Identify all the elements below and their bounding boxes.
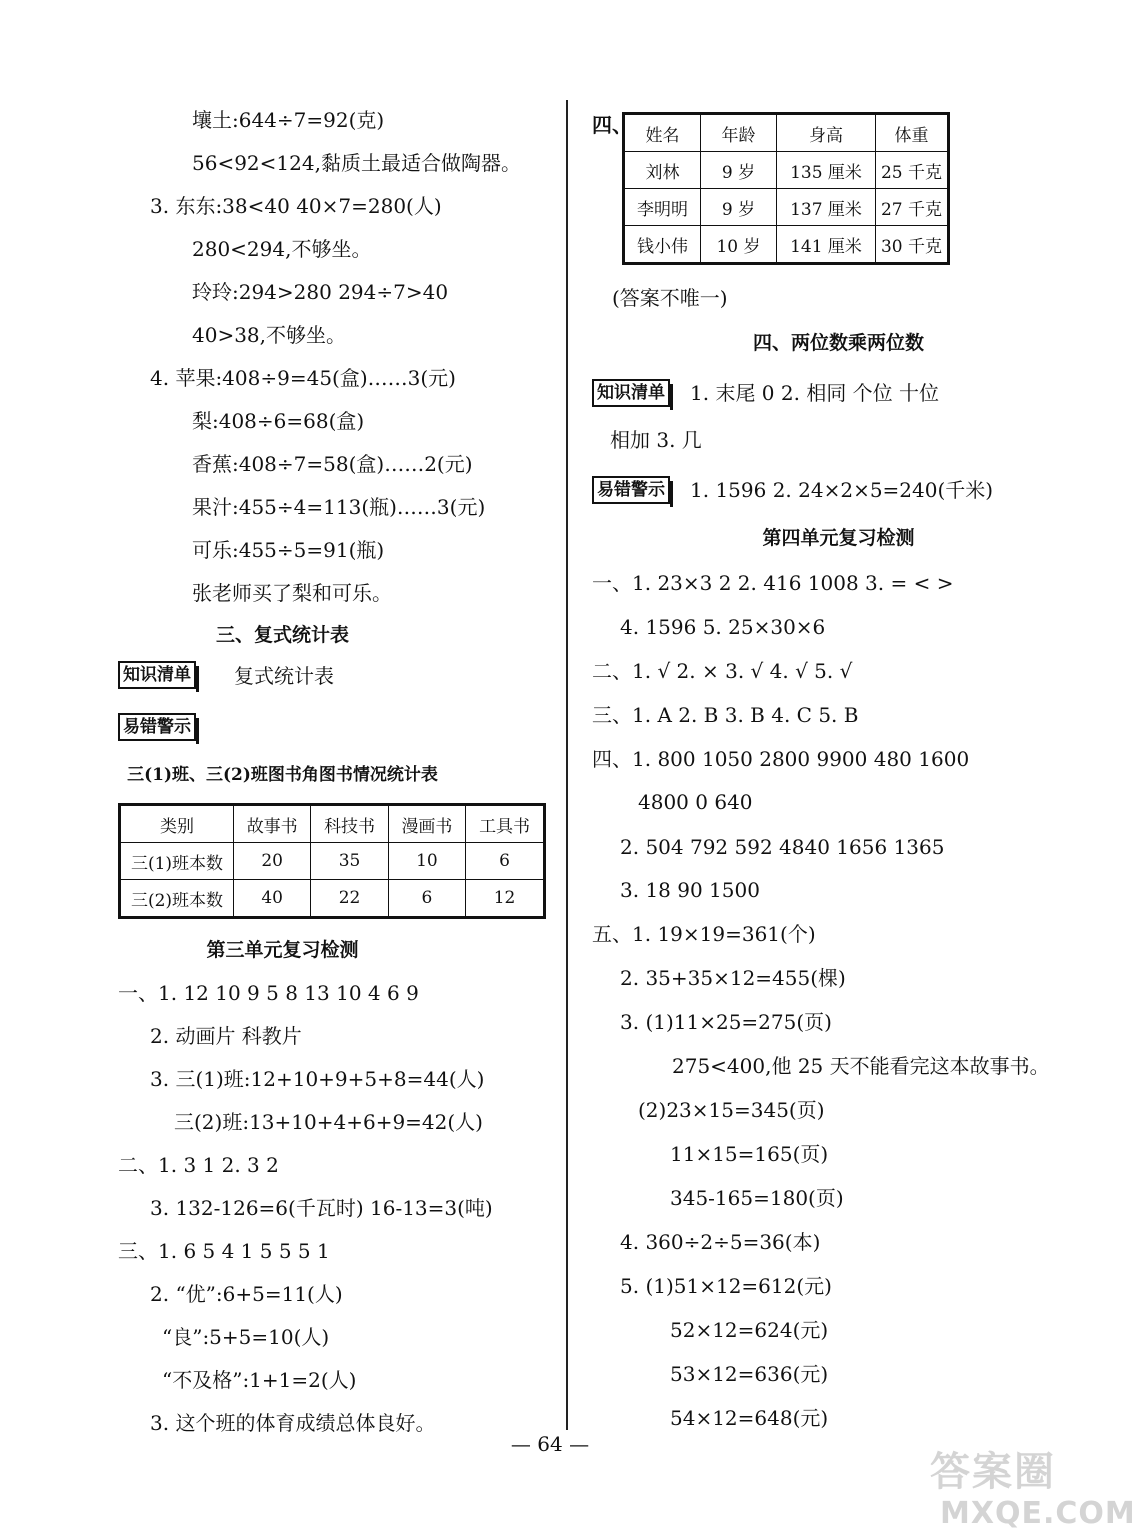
table-cell: 6 xyxy=(388,880,465,918)
table-header-cell: 年龄 xyxy=(701,114,777,152)
answer-line: 3. 18 90 1500 xyxy=(620,878,760,902)
answer-line: 280<294,不够坐。 xyxy=(192,237,372,261)
answer-line: 52×12=624(元) xyxy=(670,1318,829,1342)
answer-line: 三(2)班:13+10+4+6+9=42(人) xyxy=(174,1110,483,1134)
answer-line: 一、1. 12 10 9 5 8 13 10 4 6 9 xyxy=(118,981,419,1005)
answer-line: 4800 0 640 xyxy=(638,790,753,814)
answer-line: 2. 504 792 592 4840 1656 1365 xyxy=(620,835,945,859)
answer-line: 3. 三(1)班:12+10+9+5+8=44(人) xyxy=(150,1067,485,1091)
question-label: 四、 xyxy=(592,113,632,137)
table-cell: 135 厘米 xyxy=(777,152,876,189)
error-warning-tag: 易错警示 xyxy=(592,476,670,504)
section-title: 三、复式统计表 xyxy=(215,624,349,646)
table-row xyxy=(624,152,949,189)
answer-line: 五、1. 19×19=361(个) xyxy=(592,922,816,946)
answer-line: 3. 这个班的体育成绩总体良好。 xyxy=(150,1411,436,1435)
table-cell: 10 岁 xyxy=(701,226,777,264)
table-row xyxy=(624,189,949,226)
answer-line: 54×12=648(元) xyxy=(670,1406,829,1430)
table-header-cell: 类别 xyxy=(120,805,234,843)
knowledge-list-tag: 知识清单 xyxy=(118,661,196,689)
knowledge-text: 1. 末尾 0 2. 相同 个位 十位 xyxy=(690,381,940,405)
student-info-table xyxy=(622,112,950,265)
knowledge-text: 相加 3. 几 xyxy=(610,428,702,452)
table-cell: 22 xyxy=(311,880,388,918)
table-cell: 6 xyxy=(466,843,545,880)
table-cell: 30 千克 xyxy=(876,226,949,264)
watermark-text: 答案圈 xyxy=(930,1449,1056,1495)
error-warning-tag: 易错警示 xyxy=(118,713,196,741)
answer-line: 275<400,他 25 天不能看完这本故事书。 xyxy=(672,1054,1050,1078)
table-cell: 10 xyxy=(388,843,465,880)
table-row xyxy=(120,843,545,880)
answer-line: 2. “优”:6+5=11(人) xyxy=(150,1282,343,1306)
answer-line: 11×15=165(页) xyxy=(670,1142,829,1166)
table-cell: 35 xyxy=(311,843,388,880)
answer-line: 2. 动画片 科教片 xyxy=(150,1024,302,1048)
answer-line: “不及格”:1+1=2(人) xyxy=(162,1368,357,1392)
table-cell: 20 xyxy=(234,843,311,880)
table-cell: 李明明 xyxy=(624,189,701,226)
table-header-row xyxy=(624,114,949,152)
table-header-cell: 姓名 xyxy=(624,114,701,152)
answer-line: 壤土:644÷7=92(克) xyxy=(192,108,385,132)
table-cell: 137 厘米 xyxy=(777,189,876,226)
table-header-cell: 工具书 xyxy=(466,805,545,843)
page-number: — 64 — xyxy=(510,1432,590,1456)
watermark-url: MXQE.COM xyxy=(940,1496,1136,1531)
table-cell: 141 厘米 xyxy=(777,226,876,264)
answer-line: 二、1. √ 2. × 3. √ 4. √ 5. √ xyxy=(592,659,853,683)
error-text: 1. 1596 2. 24×2×5=240(千米) xyxy=(690,478,994,502)
table-cell: 9 岁 xyxy=(701,152,777,189)
watermark-logo xyxy=(930,1440,1136,1536)
table-header-row xyxy=(120,805,545,843)
answer-line: 345-165=180(页) xyxy=(670,1186,844,1210)
table-cell: 25 千克 xyxy=(876,152,949,189)
answer-line: 三、1. 6 5 4 1 5 5 5 1 xyxy=(118,1239,330,1263)
answer-line: 5. (1)51×12=612(元) xyxy=(620,1274,832,1298)
answer-line: 2. 35+35×12=455(棵) xyxy=(620,966,846,990)
table-cell: 9 岁 xyxy=(701,189,777,226)
column-divider xyxy=(566,100,568,1430)
table-cell: 40 xyxy=(234,880,311,918)
table-cell: 12 xyxy=(466,880,545,918)
answer-line: 玲玲:294>280 294÷7>40 xyxy=(192,280,449,304)
answer-line: 4. 360÷2÷5=36(本) xyxy=(620,1230,821,1254)
book-stats-table xyxy=(118,803,546,919)
answer-note: (答案不唯一) xyxy=(612,286,728,310)
answer-line: 张老师买了梨和可乐。 xyxy=(192,581,392,605)
table-cell: 27 千克 xyxy=(876,189,949,226)
answer-line: 可乐:455÷5=91(瓶) xyxy=(192,538,385,562)
answer-line: 4. 苹果:408÷9=45(盒)……3(元) xyxy=(150,366,456,390)
table-row xyxy=(624,226,949,264)
table-cell: 钱小伟 xyxy=(624,226,701,264)
answer-line: 果汁:455÷4=113(瓶)……3(元) xyxy=(192,495,486,519)
answer-line: 香蕉:408÷7=58(盒)……2(元) xyxy=(192,452,473,476)
answer-line: 4. 1596 5. 25×30×6 xyxy=(620,615,826,639)
answer-line: 四、1. 800 1050 2800 9900 480 1600 xyxy=(592,747,970,771)
table-cell: 三(1)班本数 xyxy=(120,843,234,880)
knowledge-list-tag: 知识清单 xyxy=(592,379,670,407)
answer-line: 40>38,不够坐。 xyxy=(192,323,347,347)
table-title: 三(1)班、三(2)班图书角图书情况统计表 xyxy=(127,765,438,785)
answer-line: 3. 东东:38<40 40×7=280(人) xyxy=(150,194,442,218)
answer-line: 梨:408÷6=68(盒) xyxy=(192,409,365,433)
answer-line: 一、1. 23×3 2 2. 416 1008 3. = < > xyxy=(592,571,954,595)
answer-line: 三、1. A 2. B 3. B 4. C 5. B xyxy=(592,703,859,727)
table-cell: 三(2)班本数 xyxy=(120,880,234,918)
table-row xyxy=(120,880,545,918)
answer-line: 3. 132-126=6(千瓦时) 16-13=3(吨) xyxy=(150,1196,493,1220)
unit-title: 第三单元复习检测 xyxy=(206,939,359,961)
table-header-cell: 漫画书 xyxy=(388,805,465,843)
knowledge-text: 复式统计表 xyxy=(234,664,334,688)
table-header-cell: 体重 xyxy=(876,114,949,152)
answer-line: 3. (1)11×25=275(页) xyxy=(620,1010,832,1034)
table-cell: 刘林 xyxy=(624,152,701,189)
unit-title: 第四单元复习检测 xyxy=(762,527,915,549)
answer-line: 53×12=636(元) xyxy=(670,1362,829,1386)
answer-line: (2)23×15=345(页) xyxy=(638,1098,825,1122)
answer-line: 56<92<124,黏质土最适合做陶器。 xyxy=(192,151,521,175)
table-header-cell: 身高 xyxy=(777,114,876,152)
table-header-cell: 故事书 xyxy=(234,805,311,843)
answer-line: 二、1. 3 1 2. 3 2 xyxy=(118,1153,279,1177)
answer-line: “良”:5+5=10(人) xyxy=(162,1325,330,1349)
section-title: 四、两位数乘两位数 xyxy=(752,332,924,354)
table-header-cell: 科技书 xyxy=(311,805,388,843)
